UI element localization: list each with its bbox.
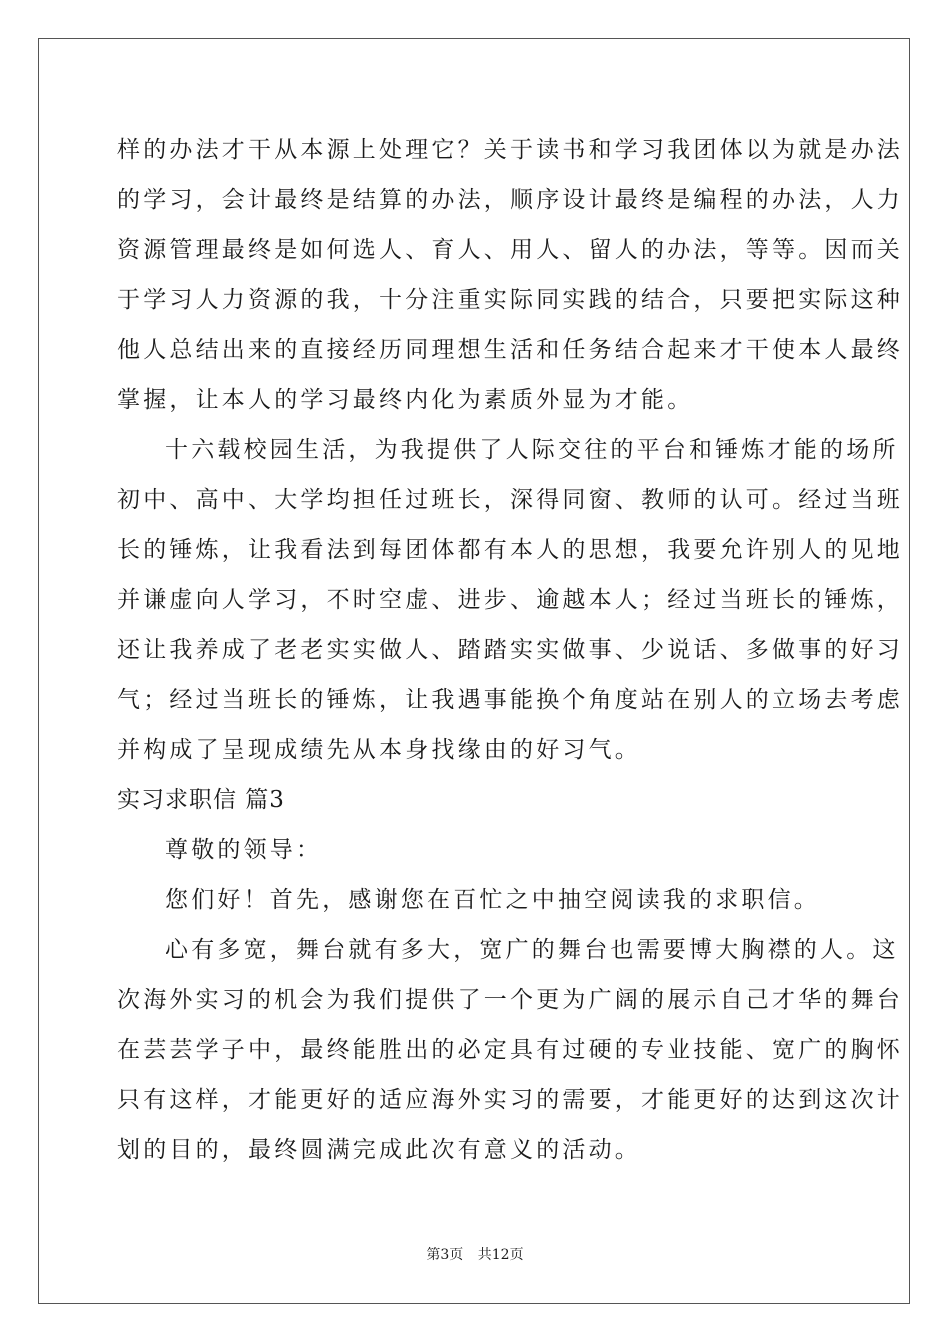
body-text-line: 次海外实习的机会为我们提供了一个更为广阔的展示自己才华的舞台	[117, 987, 903, 1013]
body-text-line: 十六载校园生活，为我提供了人际交往的平台和锤炼才能的场所	[165, 437, 899, 463]
body-text-line: 并谦虚向人学习，不时空虚、进步、逾越本人；经过当班长的锤炼，	[117, 587, 903, 613]
body-text-line: 您们好！首先，感谢您在百忙之中抽空阅读我的求职信。	[165, 887, 820, 913]
body-text-line: 气；经过当班长的锤炼，让我遇事能换个角度站在别人的立场去考虑	[117, 687, 903, 713]
body-text-line: 心有多宽，舞台就有多大，宽广的舞台也需要博大胸襟的人。这	[165, 937, 899, 963]
page-total: 共12页	[477, 1247, 524, 1263]
page-footer	[0, 1246, 950, 1264]
body-text-line: 初中、高中、大学均担任过班长，深得同窗、教师的认可。经过当班	[117, 487, 903, 513]
body-text-line: 划的目的，最终圆满完成此次有意义的活动。	[117, 1137, 641, 1163]
body-text-line: 在芸芸学子中，最终能胜出的必定具有过硬的专业技能、宽广的胸怀	[117, 1037, 903, 1063]
body-text-line: 于学习人力资源的我，十分注重实际同实践的结合，只要把实际这种	[117, 287, 903, 313]
section-heading: 实习求职信 篇3	[117, 787, 285, 813]
body-text-line: 的学习，会计最终是结算的办法，顺序设计最终是编程的办法，人力	[117, 187, 903, 213]
body-text-line: 并构成了呈现成绩先从本身找缘由的好习气。	[117, 737, 641, 763]
body-text-line: 样的办法才干从本源上处理它？关于读书和学习我团体以为就是办法	[117, 137, 903, 163]
salutation: 尊敬的领导：	[165, 837, 323, 863]
page-number: 第3页	[426, 1247, 464, 1263]
body-text-line: 还让我养成了老老实实做人、踏踏实实做事、少说话、多做事的好习	[117, 637, 903, 663]
body-text-line: 掌握，让本人的学习最终内化为素质外显为才能。	[117, 387, 694, 413]
body-text-line: 他人总结出来的直接经历同理想生活和任务结合起来才干使本人最终	[117, 337, 903, 363]
body-text-line: 资源管理最终是如何选人、育人、用人、留人的办法，等等。因而关	[117, 237, 903, 263]
body-text-line: 只有这样，才能更好的适应海外实习的需要，才能更好的达到这次计	[117, 1087, 903, 1113]
body-text-line: 长的锤炼，让我看法到每团体都有本人的思想，我要允许别人的见地	[117, 537, 903, 563]
